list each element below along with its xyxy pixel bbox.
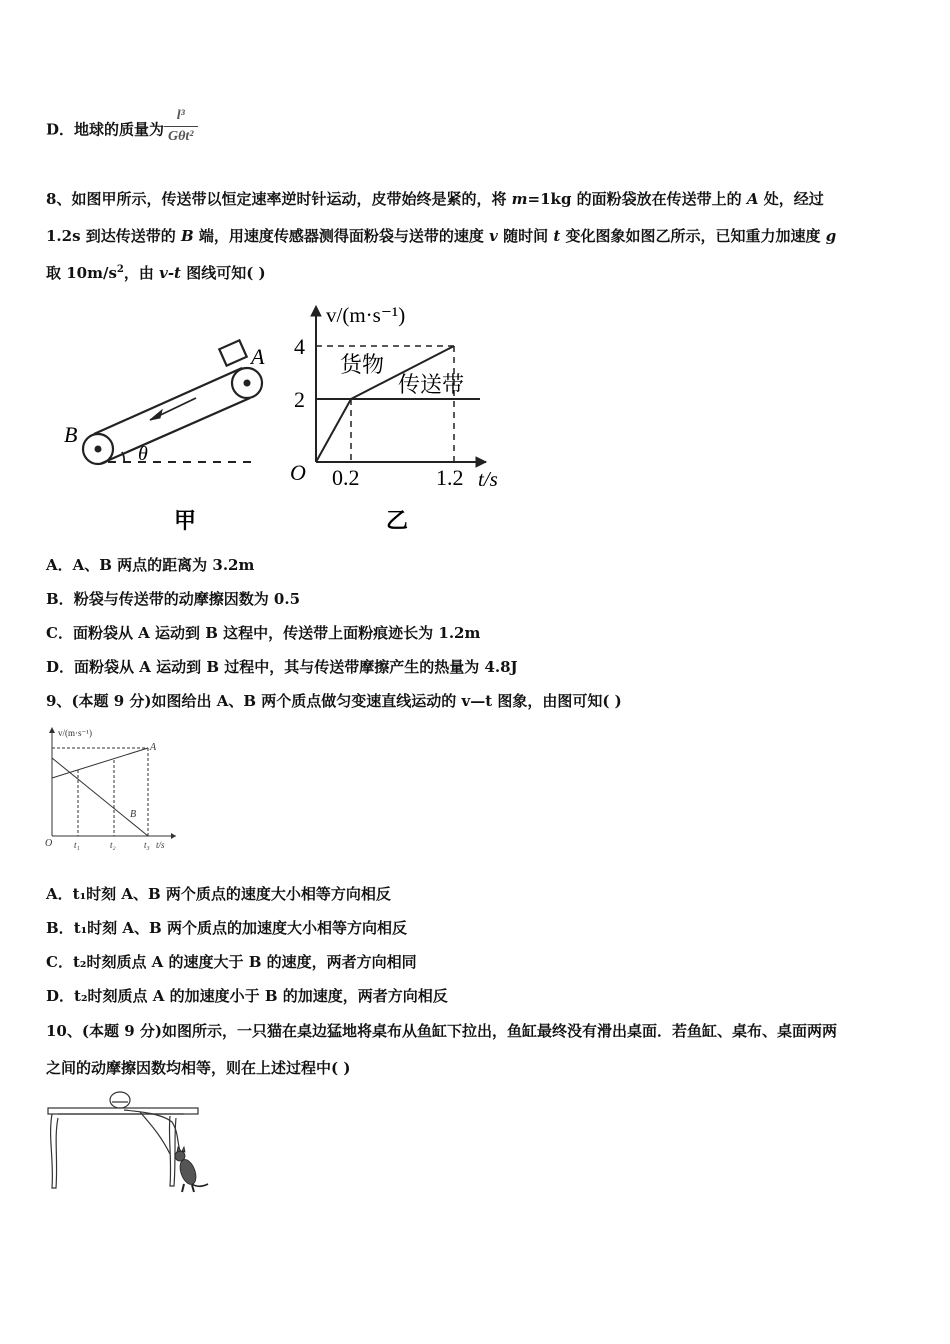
graph-x-arrowhead <box>476 457 486 467</box>
option-letter: B． <box>46 919 74 937</box>
stem-text: 如图甲所示，传送带以恒定速率逆时针运动，皮带始终是紧的，将 <box>71 190 512 208</box>
graph-x-label: t/s <box>156 840 165 850</box>
angle-label: θ <box>138 443 148 465</box>
stem-text: 处，经过 <box>758 190 824 208</box>
question-number: 9、 <box>46 692 72 710</box>
q9-option-c[interactable] <box>46 951 417 972</box>
q8-stem-line2 <box>46 225 836 246</box>
option-text: 地球的质量为 <box>74 120 165 139</box>
q8-stem-line1 <box>46 188 824 209</box>
belt-top <box>94 368 242 434</box>
stem-var: v-t <box>159 264 181 282</box>
q10-figure <box>44 1088 214 1198</box>
question-number: 10、 <box>46 1022 82 1040</box>
x-tick-t3: t₃ <box>144 840 150 850</box>
table-leg-left <box>51 1114 58 1188</box>
option-letter: A． <box>46 556 73 574</box>
motion-arrowhead <box>150 410 162 420</box>
q8-stem-line3 <box>46 262 266 283</box>
stem-text: 之间的动摩擦因数均相等，则在上述过程中( ) <box>46 1059 351 1077</box>
stem-text: =1kg 的面粉袋放在传送带上的 <box>527 190 747 208</box>
stem-var: A <box>746 190 759 208</box>
stem-text: (本题 9 分)如图给出 A、B 两个质点做匀变速直线运动的 v—t 图象，由图可知( ) <box>71 692 622 710</box>
option-letter: B． <box>46 590 74 608</box>
label-a: A <box>150 742 157 753</box>
fish-bowl <box>110 1092 130 1108</box>
goods-velocity-curve <box>316 346 454 462</box>
x-tick-t2: t₂ <box>110 840 116 850</box>
formula-denominator: Gθt² <box>164 126 197 145</box>
y-tick-2: 2 <box>294 387 305 412</box>
line-b <box>52 758 148 836</box>
q8-option-c[interactable] <box>46 622 480 643</box>
stem-sup: 2 <box>116 264 124 275</box>
option-text: A、B 两点的距离为 3.2m <box>72 556 255 574</box>
pulley-a-axle <box>244 380 251 387</box>
figure-jia-label: 甲 <box>174 508 197 533</box>
stem-text: ，由 <box>123 264 160 282</box>
q8-option-b[interactable] <box>46 588 300 609</box>
x-arrowhead <box>171 833 176 839</box>
graph-y-arrowhead <box>311 306 321 316</box>
graph-origin: O <box>290 460 306 485</box>
point-b-label: B <box>64 422 78 447</box>
mass-formula <box>164 108 197 145</box>
stem-text: 图线可知( ) <box>180 264 266 282</box>
q10-stem-line1 <box>46 1020 837 1041</box>
graph-y-label: v/(m·s⁻¹) <box>58 728 92 738</box>
option-text: t₂时刻质点 A 的加速度小于 B 的加速度，两者方向相反 <box>74 987 448 1005</box>
stem-var: v <box>489 227 498 245</box>
y-arrowhead <box>49 727 55 733</box>
option-letter: A． <box>46 885 73 903</box>
question-number: 8、 <box>46 190 72 208</box>
option-letter: D． <box>46 658 75 676</box>
option-letter: D． <box>46 987 75 1005</box>
table-top <box>48 1108 198 1114</box>
belt-label: 传送带 <box>398 372 465 397</box>
stem-text: (本题 9 分)如图所示，一只猫在桌边猛地将桌布从鱼缸下拉出，鱼缸最终没有滑出桌面．若鱼缸、桌布、桌面两两 <box>81 1022 837 1040</box>
option-text: t₁时刻 A、B 两个质点的加速度大小相等方向相反 <box>73 919 407 937</box>
q8-figure <box>46 292 526 542</box>
graph-origin: O <box>45 838 53 849</box>
option-letter: C． <box>46 624 73 642</box>
table-leg-right <box>169 1116 176 1186</box>
option-letter: C． <box>46 953 73 971</box>
graph-x-label: t/s <box>478 467 498 491</box>
stem-var: B <box>181 227 194 245</box>
y-tick-4: 4 <box>294 334 305 359</box>
label-b: B <box>130 809 137 820</box>
stem-var: m <box>511 190 528 208</box>
option-text: t₂时刻质点 A 的速度大于 B 的速度，两者方向相同 <box>72 953 417 971</box>
q9-figure <box>44 722 184 852</box>
option-letter: D． <box>46 120 75 139</box>
cat-icon <box>175 1147 208 1192</box>
figure-yi-label: 乙 <box>386 508 409 533</box>
stem-var: g <box>825 227 837 245</box>
stem-text: 变化图象如图乙所示，已知重力加速度 <box>560 227 826 245</box>
stem-text: 随时间 <box>497 227 554 245</box>
x-tick-t1: t₁ <box>74 840 80 850</box>
conveyor-diagram <box>83 340 262 464</box>
cargo-block <box>219 340 246 365</box>
stem-text: 端，用速度传感器测得面粉袋与送带的速度 <box>193 227 490 245</box>
option-text: 面粉袋从 A 运动到 B 这程中，传送带上面粉痕迹长为 1.2m <box>72 624 481 642</box>
q9-stem <box>46 690 622 711</box>
q9-option-b[interactable] <box>46 917 407 938</box>
q10-stem-line2 <box>46 1057 350 1078</box>
q8-option-d[interactable] <box>46 656 518 677</box>
x-tick-12: 1.2 <box>436 465 464 490</box>
formula-numerator: l³ <box>176 108 185 123</box>
graph-y-label: v/(m·s⁻¹) <box>326 303 406 327</box>
goods-label: 货物 <box>340 352 385 377</box>
q7-option-d <box>46 108 198 149</box>
option-text: 粉袋与传送带的动摩擦因数为 0.5 <box>73 590 301 608</box>
option-text: t₁时刻 A、B 两个质点的速度大小相等方向相反 <box>72 885 391 903</box>
point-a-label: A <box>251 344 265 369</box>
q9-option-a[interactable] <box>46 883 391 904</box>
x-tick-02: 0.2 <box>332 465 360 490</box>
pulley-b-axle <box>95 446 102 453</box>
stem-text: 1.2s 到达传送带的 <box>46 227 181 245</box>
stem-text: 取 10m/s <box>46 264 117 282</box>
stem-var: t <box>553 227 561 245</box>
q8-option-a[interactable] <box>46 554 254 575</box>
q9-option-d[interactable] <box>46 985 448 1006</box>
option-text: 面粉袋从 A 运动到 B 过程中，其与传送带摩擦产生的热量为 4.8J <box>74 658 518 676</box>
line-a <box>52 748 148 778</box>
